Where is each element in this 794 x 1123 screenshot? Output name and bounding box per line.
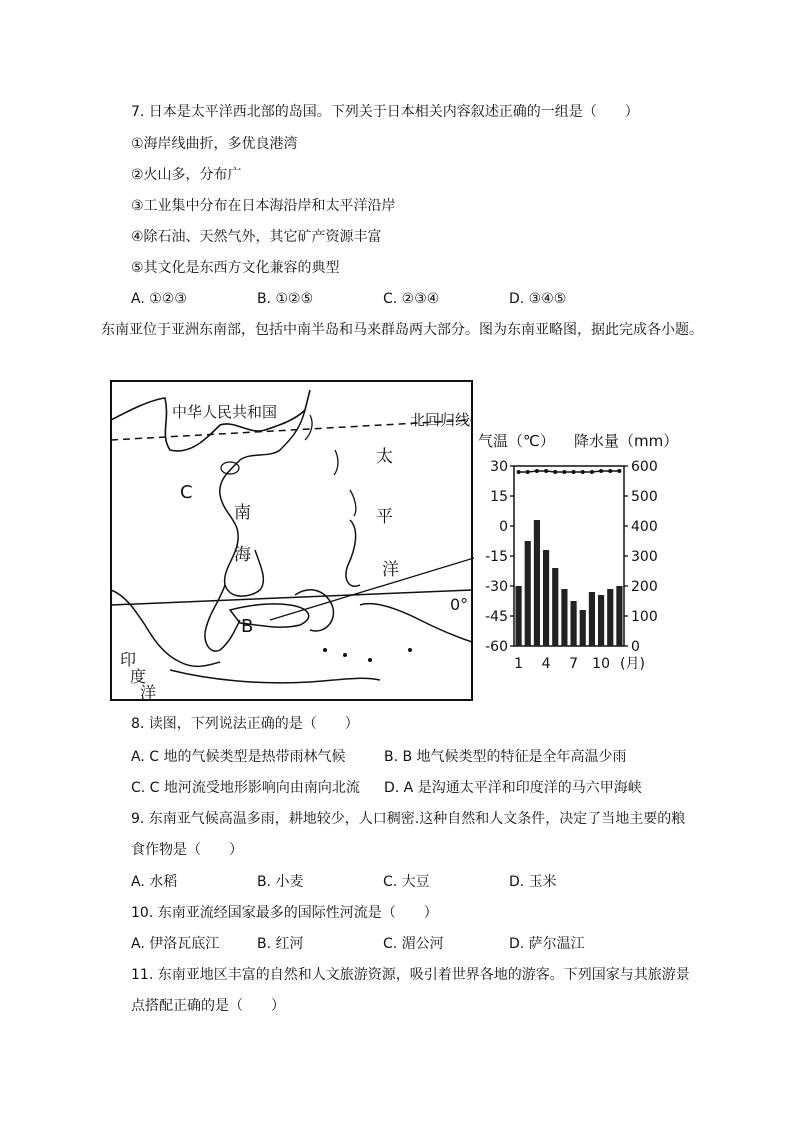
q10-option-c: C. 湄公河 bbox=[383, 936, 444, 952]
precip-bar bbox=[580, 610, 586, 646]
temp-tick-label: -45 bbox=[485, 609, 508, 625]
q9-stem-line1: 9. 东南亚气候高温多雨，耕地较少，人口稠密.这种自然和人文条件，决定了当地主要的粮 bbox=[131, 811, 686, 827]
southeast-asia-map bbox=[110, 380, 474, 702]
q7-item-5: ⑤其文化是东西方文化兼容的典型 bbox=[131, 260, 340, 276]
x-tick-label: 4 bbox=[541, 656, 551, 672]
q7-option-d: D. ③④⑤ bbox=[509, 291, 567, 307]
precip-tick-label: 600 bbox=[631, 459, 658, 475]
q9-options bbox=[131, 872, 557, 892]
map-label-hai: 海 bbox=[234, 545, 251, 565]
q9-option-d: D. 玉米 bbox=[509, 874, 557, 890]
precip-tick-label: 400 bbox=[631, 519, 658, 535]
q8-options-row1 bbox=[131, 747, 627, 767]
precip-bar bbox=[561, 589, 567, 646]
map-label-indian-1: 印 bbox=[120, 650, 137, 669]
q9-stem-line2: 食作物是（ ） bbox=[131, 842, 243, 858]
precip-bar bbox=[571, 601, 577, 646]
q10-option-d: D. 萨尔温江 bbox=[509, 936, 585, 952]
temp-tick-label: 30 bbox=[490, 459, 508, 475]
precip-bar bbox=[525, 541, 531, 646]
q8-option-d: D. A 是沟通太平洋和印度洋的马六甲海峡 bbox=[384, 780, 642, 796]
x-tick-label: (月) bbox=[620, 656, 645, 672]
map-label-c: C bbox=[180, 482, 193, 503]
temp-tick-label: -60 bbox=[485, 639, 508, 655]
map-label-indian-2: 度 bbox=[130, 667, 147, 686]
map-label-china: 中华人民共和国 bbox=[172, 403, 278, 421]
temp-tick-label: 0 bbox=[499, 519, 508, 535]
q7-stem: 7. 日本是太平洋西北部的岛国。下列关于日本相关内容叙述正确的一组是（ ） bbox=[131, 104, 639, 120]
q8-option-b: B. B 地气候类型的特征是全年高温少雨 bbox=[384, 749, 627, 765]
x-tick-label: 1 bbox=[514, 656, 524, 672]
temp-line bbox=[519, 471, 620, 472]
map-label-indian-3: 洋 bbox=[140, 683, 157, 702]
q7-item-2: ②火山多，分布广 bbox=[131, 167, 242, 183]
precip-bar bbox=[598, 595, 604, 646]
q11-stem-line2: 点搭配正确的是（ ） bbox=[131, 998, 285, 1014]
map-label-tai: 太 bbox=[376, 447, 393, 467]
precip-bar bbox=[616, 586, 622, 646]
map-label-b: B bbox=[241, 616, 254, 637]
precip-bar bbox=[516, 586, 522, 646]
precip-bar bbox=[552, 568, 558, 646]
temp-axis-label: 气温（℃） bbox=[478, 432, 555, 450]
temp-tick-label: -30 bbox=[485, 579, 508, 595]
intro-text: 东南亚位于亚洲东南部，包括中南半岛和马来群岛两大部分。图为东南亚略图，据此完成各小题。 bbox=[101, 322, 703, 338]
precip-bar bbox=[589, 592, 595, 646]
map-label-yang: 洋 bbox=[382, 560, 399, 580]
precip-tick-label: 100 bbox=[631, 609, 658, 625]
q7-item-1: ①海岸线曲折，多优良港湾 bbox=[131, 136, 298, 152]
x-tick-label: 10 bbox=[592, 656, 610, 672]
precip-tick-label: 500 bbox=[631, 489, 658, 505]
q10-option-a: A. 伊洛瓦底江 bbox=[131, 936, 220, 952]
precip-tick-label: 200 bbox=[631, 579, 658, 595]
map-label-equator: 0° bbox=[450, 595, 469, 614]
precip-bar bbox=[543, 550, 549, 646]
q10-stem: 10. 东南亚流经国家最多的国际性河流是（ ） bbox=[131, 905, 438, 921]
q8-option-a: A. C 地的气候类型是热带雨林气候 bbox=[131, 749, 346, 765]
q7-item-4: ④除石油、天然气外，其它矿产资源丰富 bbox=[131, 229, 382, 245]
q9-option-a: A. 水稻 bbox=[131, 874, 178, 890]
q10-option-b: B. 红河 bbox=[257, 936, 304, 952]
temp-tick-label: -15 bbox=[485, 549, 508, 565]
q8-option-c: C. C 地河流受地形影响向由南向北流 bbox=[131, 780, 360, 796]
q7-option-b: B. ①②⑤ bbox=[257, 291, 314, 307]
precip-axis-label: 降水量（mm） bbox=[574, 432, 679, 450]
map-label-ping: 平 bbox=[376, 507, 393, 527]
temp-tick-label: 15 bbox=[490, 489, 508, 505]
map-label-nan: 南 bbox=[234, 503, 251, 523]
q7-item-3: ③工业集中分布在日本海沿岸和太平洋沿岸 bbox=[131, 198, 396, 214]
q7-option-a: A. ①②③ bbox=[131, 291, 187, 307]
q8-stem: 8. 读图，下列说法正确的是（ ） bbox=[131, 716, 359, 732]
q9-option-c: C. 大豆 bbox=[383, 874, 430, 890]
q10-options bbox=[131, 934, 585, 954]
q7-option-c: C. ②③④ bbox=[383, 291, 440, 307]
precip-bar bbox=[534, 520, 540, 646]
q9-option-b: B. 小麦 bbox=[257, 874, 304, 890]
x-tick-label: 7 bbox=[569, 656, 579, 672]
q8-options-row2 bbox=[131, 778, 642, 798]
q7-options bbox=[131, 289, 566, 309]
map-label-tropic: 北回归线 bbox=[410, 411, 471, 429]
q11-stem-line1: 11. 东南亚地区丰富的自然和人文旅游资源，吸引着世界各地的游客。下列国家与其旅游景 bbox=[131, 967, 690, 983]
climate-chart bbox=[476, 428, 686, 688]
precip-bar bbox=[607, 589, 613, 646]
precip-tick-label: 300 bbox=[631, 549, 658, 565]
precip-tick-label: 0 bbox=[631, 639, 640, 655]
